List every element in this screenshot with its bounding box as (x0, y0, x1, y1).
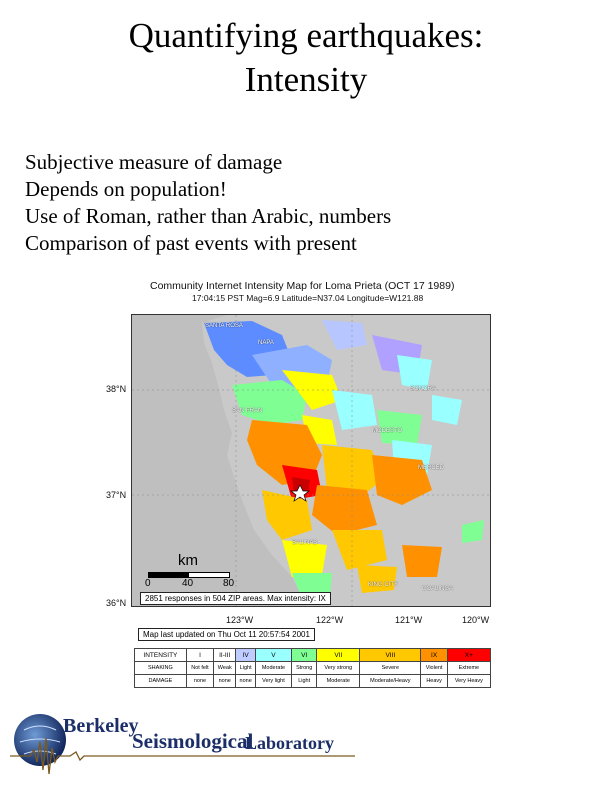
map-subtitle: 17:04:15 PST Mag=6.9 Latitude=N37.04 Longitude=W121.88 (192, 293, 424, 303)
legend-row-shaking (135, 662, 491, 675)
legend-cell: IX (421, 649, 447, 662)
legend-cell: DAMAGE (135, 675, 187, 688)
scale-tick: 40 (182, 578, 194, 589)
scale-tick: 0 (145, 578, 151, 589)
logo-text-berkeley: Berkeley (63, 715, 139, 737)
responses-box: 2851 responses in 504 ZIP areas. Max intensity: IX (140, 592, 331, 605)
legend-cell: IV (236, 649, 256, 662)
legend-cell: X+ (447, 649, 490, 662)
bullet-item: Comparison of past events with present (25, 231, 357, 255)
scale-bar (140, 552, 250, 594)
lon-label: 121°W (395, 615, 423, 625)
legend-cell: Severe (360, 662, 421, 675)
city-label: SONORA (410, 386, 437, 392)
city-label: COALINGA (422, 586, 454, 592)
logo-text-seismological: Seismological (132, 729, 254, 753)
bullet-item: Use of Roman, rather than Arabic, numbers (25, 204, 392, 228)
legend-cell: none (236, 675, 256, 688)
city-label: NAPA (258, 340, 274, 346)
legend-cell: Very light (255, 675, 291, 688)
lon-label: 122°W (316, 615, 344, 625)
legend-cell: Violent (421, 662, 447, 675)
legend-cell: Light (291, 675, 317, 688)
title-line-2: Intensity (244, 60, 368, 99)
city-label: SAN FRAN (232, 408, 263, 414)
legend-cell: VIII (360, 649, 421, 662)
scale-tick: 80 (223, 578, 235, 589)
legend-cell: Moderate/Heavy (360, 675, 421, 688)
intensity-legend-table (134, 648, 491, 688)
legend-row-damage (135, 675, 491, 688)
legend-cell: Moderate (317, 675, 360, 688)
legend-cell: Very strong (317, 662, 360, 675)
legend-cell: II-III (214, 649, 236, 662)
bullet-list (25, 149, 391, 257)
legend-cell: SHAKING (135, 662, 187, 675)
lat-label: 37°N (106, 490, 127, 500)
city-label: SANTA ROSA (205, 323, 243, 329)
city-label: SALINAS (292, 540, 318, 546)
map-title: Community Internet Intensity Map for Loma Prieta (OCT 17 1989) (150, 280, 455, 292)
scale-unit: km (178, 552, 198, 569)
legend-cell: Weak (214, 662, 236, 675)
city-label: MODESTO (372, 428, 403, 434)
slide-title (0, 14, 612, 102)
berkeley-seismo-logo (10, 712, 355, 789)
legend-cell: INTENSITY (135, 649, 187, 662)
lat-label: 36°N (106, 598, 127, 608)
legend-cell: Strong (291, 662, 317, 675)
legend-cell: Very Heavy (447, 675, 490, 688)
lat-label: 38°N (106, 384, 127, 394)
legend-cell: Light (236, 662, 256, 675)
legend-cell: I (186, 649, 213, 662)
city-label: MERCED (418, 465, 445, 471)
legend-cell: VI (291, 649, 317, 662)
legend-cell: Not felt (186, 662, 213, 675)
lon-label: 120°W (462, 615, 490, 625)
city-label: KING CITY (368, 582, 399, 588)
legend-cell: VII (317, 649, 360, 662)
logo-text-laboratory: Laboratory (245, 733, 334, 753)
lon-label: 123°W (226, 615, 254, 625)
legend-cell: Heavy (421, 675, 447, 688)
map-updated-note: Map last updated on Thu Oct 11 20:57:54 2001 (138, 628, 315, 641)
legend-cell: Moderate (255, 662, 291, 675)
legend-cell: Extreme (447, 662, 490, 675)
bullet-item: Depends on population! (25, 177, 227, 201)
legend-cell: none (214, 675, 236, 688)
legend-cell: V (255, 649, 291, 662)
legend-cell: none (186, 675, 213, 688)
bullet-item: Subjective measure of damage (25, 150, 283, 174)
legend-row-intensity (135, 649, 491, 662)
title-line-1: Quantifying earthquakes: (128, 16, 484, 55)
